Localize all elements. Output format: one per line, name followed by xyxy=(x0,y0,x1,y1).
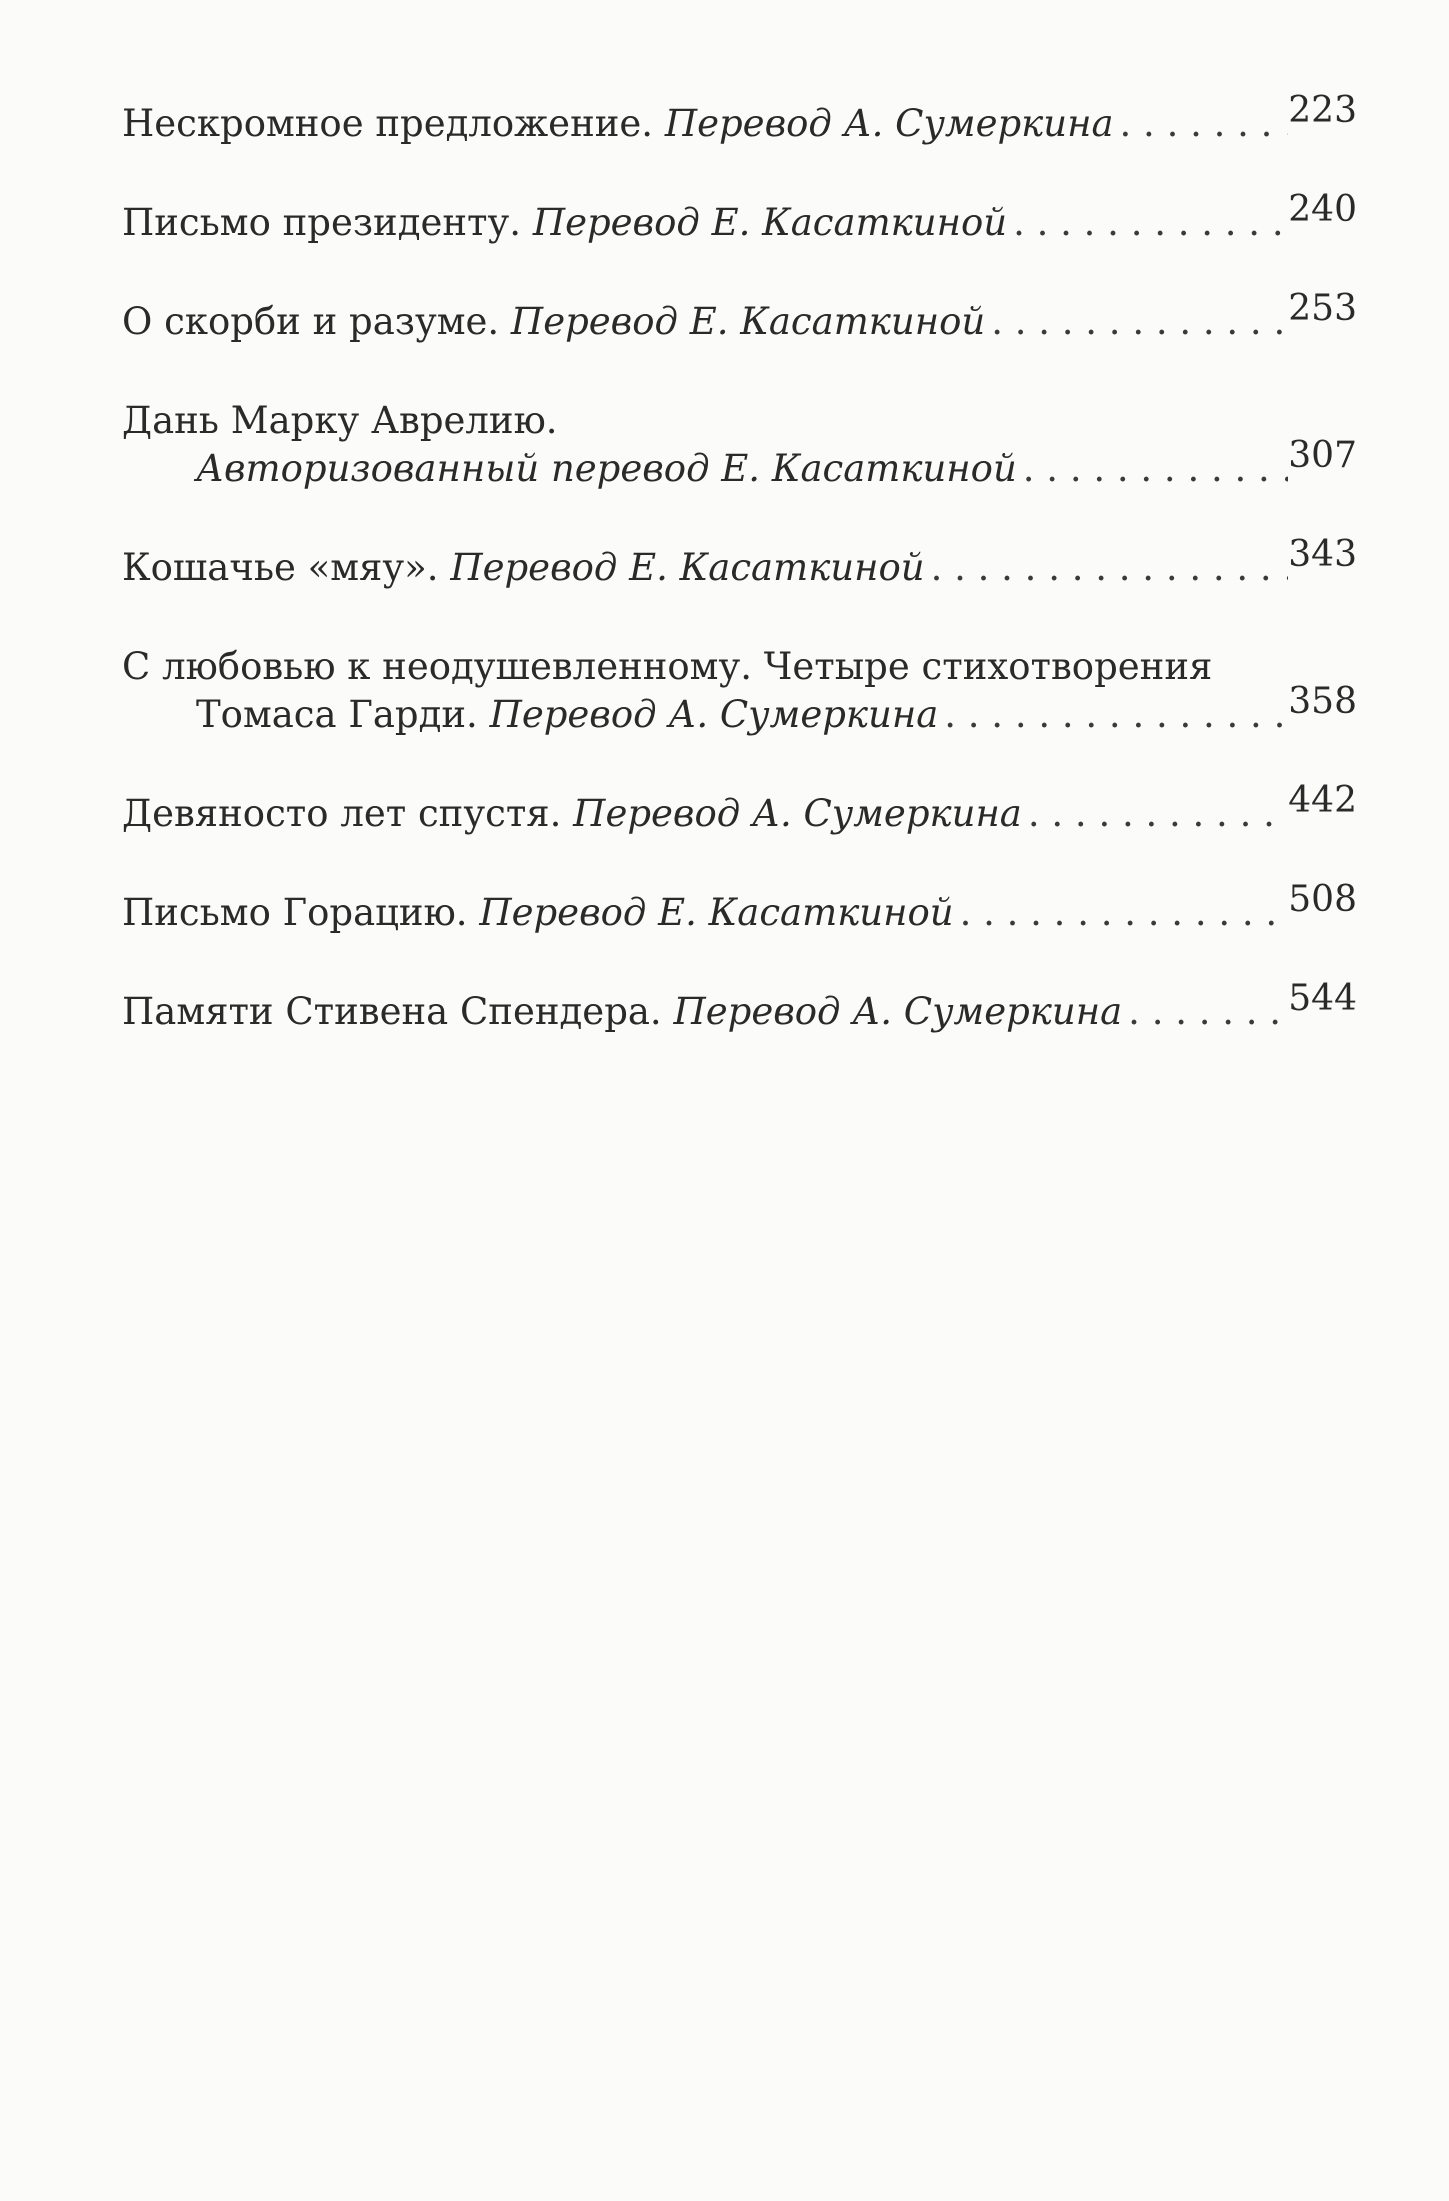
toc-title: Кошачье «мяу». xyxy=(122,546,439,589)
toc-title: О скорби и разуме. xyxy=(122,300,500,343)
toc-translator: Перевод Е. Касаткиной xyxy=(532,201,1008,244)
toc-entry xyxy=(122,534,1357,593)
toc-entry xyxy=(122,288,1357,347)
toc-entry xyxy=(122,780,1357,839)
toc-line xyxy=(122,643,1357,691)
toc-translator: Перевод Е. Касаткиной xyxy=(510,300,986,343)
toc-translator: Перевод А. Сумеркина xyxy=(673,990,1123,1033)
table-of-contents xyxy=(122,90,1357,1037)
toc-title: Письмо Горацию. xyxy=(122,891,468,934)
toc-line xyxy=(122,879,1357,938)
toc-title: Памяти Стивена Спендера. xyxy=(122,990,662,1033)
toc-translator: Перевод Е. Касаткиной xyxy=(450,546,925,589)
toc-title-continued: Томаса Гарди. xyxy=(196,693,478,736)
toc-page-number: 508 xyxy=(1288,879,1357,920)
toc-title: Девяносто лет спустя. xyxy=(122,792,562,835)
dot-leader xyxy=(985,298,1288,346)
dot-leader xyxy=(1007,199,1288,247)
toc-translator: Авторизованный перевод Е. Касаткиной xyxy=(196,447,1017,490)
toc-entry xyxy=(122,978,1357,1037)
dot-leader xyxy=(1017,445,1289,493)
dot-leader xyxy=(954,889,1289,937)
toc-line xyxy=(122,534,1357,593)
toc-title: Дань Марку Аврелию. xyxy=(122,399,558,442)
toc-entry xyxy=(122,90,1357,149)
toc-line xyxy=(122,435,1357,494)
toc-title: С любовью к неодушевленному. Четыре стихотворения xyxy=(122,645,1213,688)
toc-line xyxy=(122,681,1357,740)
dot-leader xyxy=(938,691,1288,739)
dot-leader xyxy=(925,544,1289,592)
toc-title: Письмо президенту. xyxy=(122,201,522,244)
dot-leader xyxy=(1022,790,1288,838)
toc-page-number: 307 xyxy=(1288,435,1357,476)
toc-page-number: 240 xyxy=(1288,189,1357,230)
toc-line xyxy=(122,978,1357,1037)
toc-page-number: 544 xyxy=(1288,978,1357,1019)
toc-page-number: 253 xyxy=(1288,288,1357,329)
toc-line xyxy=(122,288,1357,347)
toc-entry xyxy=(122,643,1357,740)
toc-translator: Перевод А. Сумеркина xyxy=(664,102,1114,145)
toc-entry xyxy=(122,397,1357,494)
toc-page-number: 358 xyxy=(1288,681,1357,722)
toc-translator: Перевод А. Сумеркина xyxy=(489,693,939,736)
toc-entry xyxy=(122,879,1357,938)
dot-leader xyxy=(1114,100,1289,148)
toc-entry xyxy=(122,189,1357,248)
toc-line xyxy=(122,397,1357,445)
toc-line xyxy=(122,90,1357,149)
toc-title: Нескромное предложение. xyxy=(122,102,654,145)
dot-leader xyxy=(1122,988,1288,1036)
toc-translator: Перевод Е. Касаткиной xyxy=(479,891,954,934)
toc-line xyxy=(122,189,1357,248)
toc-page-number: 442 xyxy=(1288,780,1357,821)
toc-page-number: 343 xyxy=(1288,534,1357,575)
toc-page-number: 223 xyxy=(1288,90,1357,131)
toc-translator: Перевод А. Сумеркина xyxy=(573,792,1022,835)
toc-line xyxy=(122,780,1357,839)
